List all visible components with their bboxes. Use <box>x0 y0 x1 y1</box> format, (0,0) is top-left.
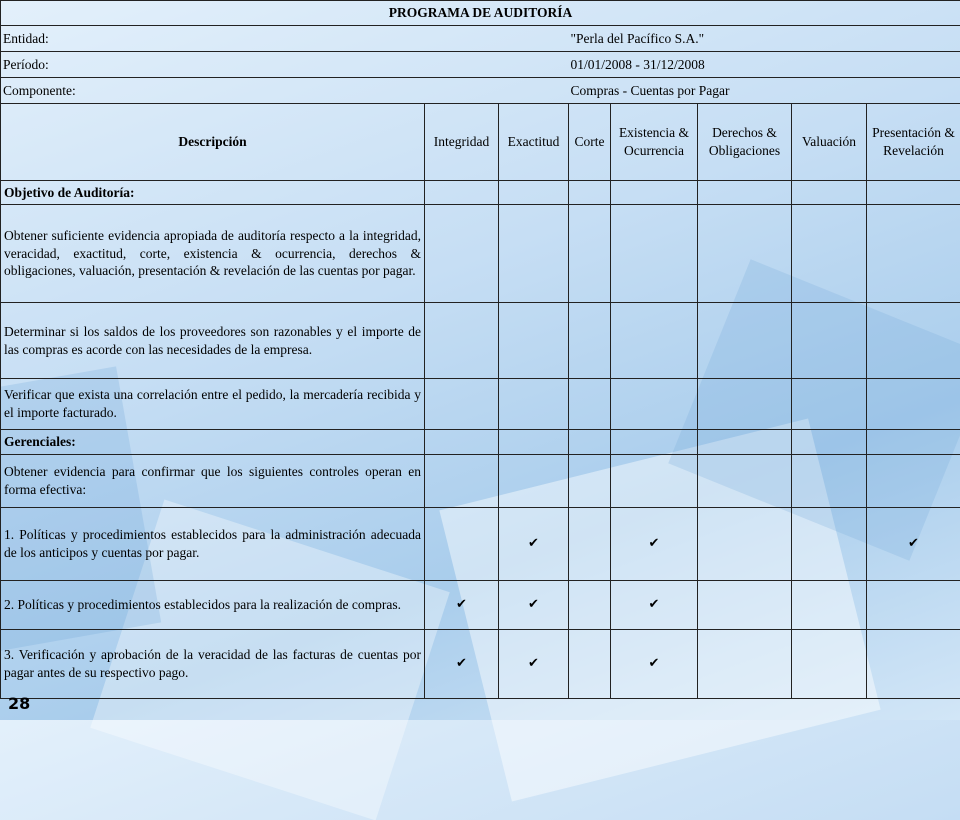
assertion-cell <box>698 181 792 205</box>
check-icon: ✔ <box>908 536 919 551</box>
assertion-cell <box>611 455 698 508</box>
meta-label: Entidad: <box>1 26 569 52</box>
table-row <box>1 181 960 205</box>
assertion-cell <box>499 581 569 630</box>
meta-label: Componente: <box>1 78 569 104</box>
table-row <box>1 379 960 430</box>
section-heading: Objetivo de Auditoría: <box>1 181 425 205</box>
assertion-cell <box>792 430 867 455</box>
header-exactitud: Exactitud <box>499 104 569 181</box>
assertion-cell <box>499 455 569 508</box>
header-presentacion: Presentación & Revelación <box>867 104 960 181</box>
assertion-cell <box>698 303 792 379</box>
check-icon: ✔ <box>528 656 539 671</box>
assertion-cell <box>425 181 499 205</box>
meta-row-componente <box>1 78 960 104</box>
assertion-cell <box>499 430 569 455</box>
column-header-row <box>1 104 960 181</box>
assertion-cell <box>569 205 611 303</box>
table-row <box>1 303 960 379</box>
header-valuacion: Valuación <box>792 104 867 181</box>
assertion-cell <box>792 630 867 699</box>
assertion-cell <box>867 630 960 699</box>
check-icon: ✔ <box>649 536 660 551</box>
assertion-cell <box>569 630 611 699</box>
assertion-cell <box>611 581 698 630</box>
assertion-cell <box>611 181 698 205</box>
table-row <box>1 508 960 581</box>
assertion-cell <box>611 379 698 430</box>
assertion-cell <box>499 379 569 430</box>
row-description: 2. Políticas y procedimientos establecidos para la realización de compras. <box>1 581 425 630</box>
assertion-cell <box>867 430 960 455</box>
assertion-cell <box>425 455 499 508</box>
assertion-cell <box>867 581 960 630</box>
header-integridad: Integridad <box>425 104 499 181</box>
assertion-cell <box>569 379 611 430</box>
row-description: Obtener evidencia para confirmar que los siguientes controles operan en forma efectiva: <box>1 455 425 508</box>
assertion-cell <box>792 303 867 379</box>
table-row <box>1 455 960 508</box>
assertion-cell <box>499 630 569 699</box>
assertion-cell <box>792 181 867 205</box>
assertion-cell <box>569 581 611 630</box>
assertion-cell <box>698 508 792 581</box>
assertion-cell <box>499 508 569 581</box>
assertion-cell <box>792 379 867 430</box>
assertion-cell <box>611 430 698 455</box>
row-description: 1. Políticas y procedimientos establecidos para la administración adecuada de los anticipos y cuentas por pagar. <box>1 508 425 581</box>
meta-row-periodo <box>1 52 960 78</box>
row-description: Obtener suficiente evidencia apropiada de auditoría respecto a la integridad, veracidad, exactitud, corte, existencia & ocurrencia, derechos & obligaciones, valuación, presentación & revelación de las cuentas por pagar. <box>1 205 425 303</box>
assertion-cell <box>867 455 960 508</box>
assertion-cell <box>499 205 569 303</box>
check-icon: ✔ <box>456 597 467 612</box>
assertion-cell <box>569 508 611 581</box>
meta-label: Período: <box>1 52 569 78</box>
assertion-cell <box>867 303 960 379</box>
assertion-cell <box>867 181 960 205</box>
assertion-cell <box>569 455 611 508</box>
page-title: PROGRAMA DE AUDITORÍA <box>1 1 960 26</box>
assertion-cell <box>611 205 698 303</box>
page-number: 28 <box>8 694 30 713</box>
assertion-cell <box>698 581 792 630</box>
assertion-cell <box>792 508 867 581</box>
assertion-cell <box>569 303 611 379</box>
assertion-cell <box>425 379 499 430</box>
table-row <box>1 581 960 630</box>
table-row <box>1 430 960 455</box>
assertion-cell <box>425 508 499 581</box>
assertion-cell <box>698 379 792 430</box>
check-icon: ✔ <box>456 656 467 671</box>
assertion-cell <box>499 181 569 205</box>
meta-value: Compras - Cuentas por Pagar <box>569 78 960 104</box>
assertion-cell <box>569 181 611 205</box>
check-icon: ✔ <box>649 656 660 671</box>
assertion-cell <box>425 430 499 455</box>
assertion-cell <box>611 508 698 581</box>
assertion-cell <box>867 205 960 303</box>
row-description: Verificar que exista una correlación entre el pedido, la mercadería recibida y el importe facturado. <box>1 379 425 430</box>
assertion-cell <box>698 205 792 303</box>
assertion-cell <box>867 508 960 581</box>
meta-value: "Perla del Pacífico S.A." <box>569 26 960 52</box>
section-heading: Gerenciales: <box>1 430 425 455</box>
assertion-cell <box>611 303 698 379</box>
check-icon: ✔ <box>649 597 660 612</box>
assertion-cell <box>792 581 867 630</box>
row-description: 3. Verificación y aprobación de la veracidad de las facturas de cuentas por pagar antes de su respectivo pago. <box>1 630 425 699</box>
assertion-cell <box>698 630 792 699</box>
header-descripcion: Descripción <box>1 104 425 181</box>
table-row <box>1 630 960 699</box>
meta-value: 01/01/2008 - 31/12/2008 <box>569 52 960 78</box>
assertion-cell <box>698 430 792 455</box>
assertion-cell <box>425 581 499 630</box>
assertion-cell <box>425 205 499 303</box>
assertion-cell <box>499 303 569 379</box>
check-icon: ✔ <box>528 536 539 551</box>
assertion-cell <box>425 630 499 699</box>
assertion-cell <box>569 430 611 455</box>
assertion-cell <box>792 455 867 508</box>
assertion-cell <box>611 630 698 699</box>
assertion-cell <box>867 379 960 430</box>
table-row <box>1 205 960 303</box>
row-description: Determinar si los saldos de los proveedores son razonables y el importe de las compras es acorde con las necesidades de la empresa. <box>1 303 425 379</box>
header-derechos: Derechos & Obligaciones <box>698 104 792 181</box>
assertion-cell <box>698 455 792 508</box>
assertion-cell <box>792 205 867 303</box>
check-icon: ✔ <box>528 597 539 612</box>
assertion-cell <box>425 303 499 379</box>
header-corte: Corte <box>569 104 611 181</box>
meta-row-entidad <box>1 26 960 52</box>
header-existencia: Existencia & Ocurrencia <box>611 104 698 181</box>
